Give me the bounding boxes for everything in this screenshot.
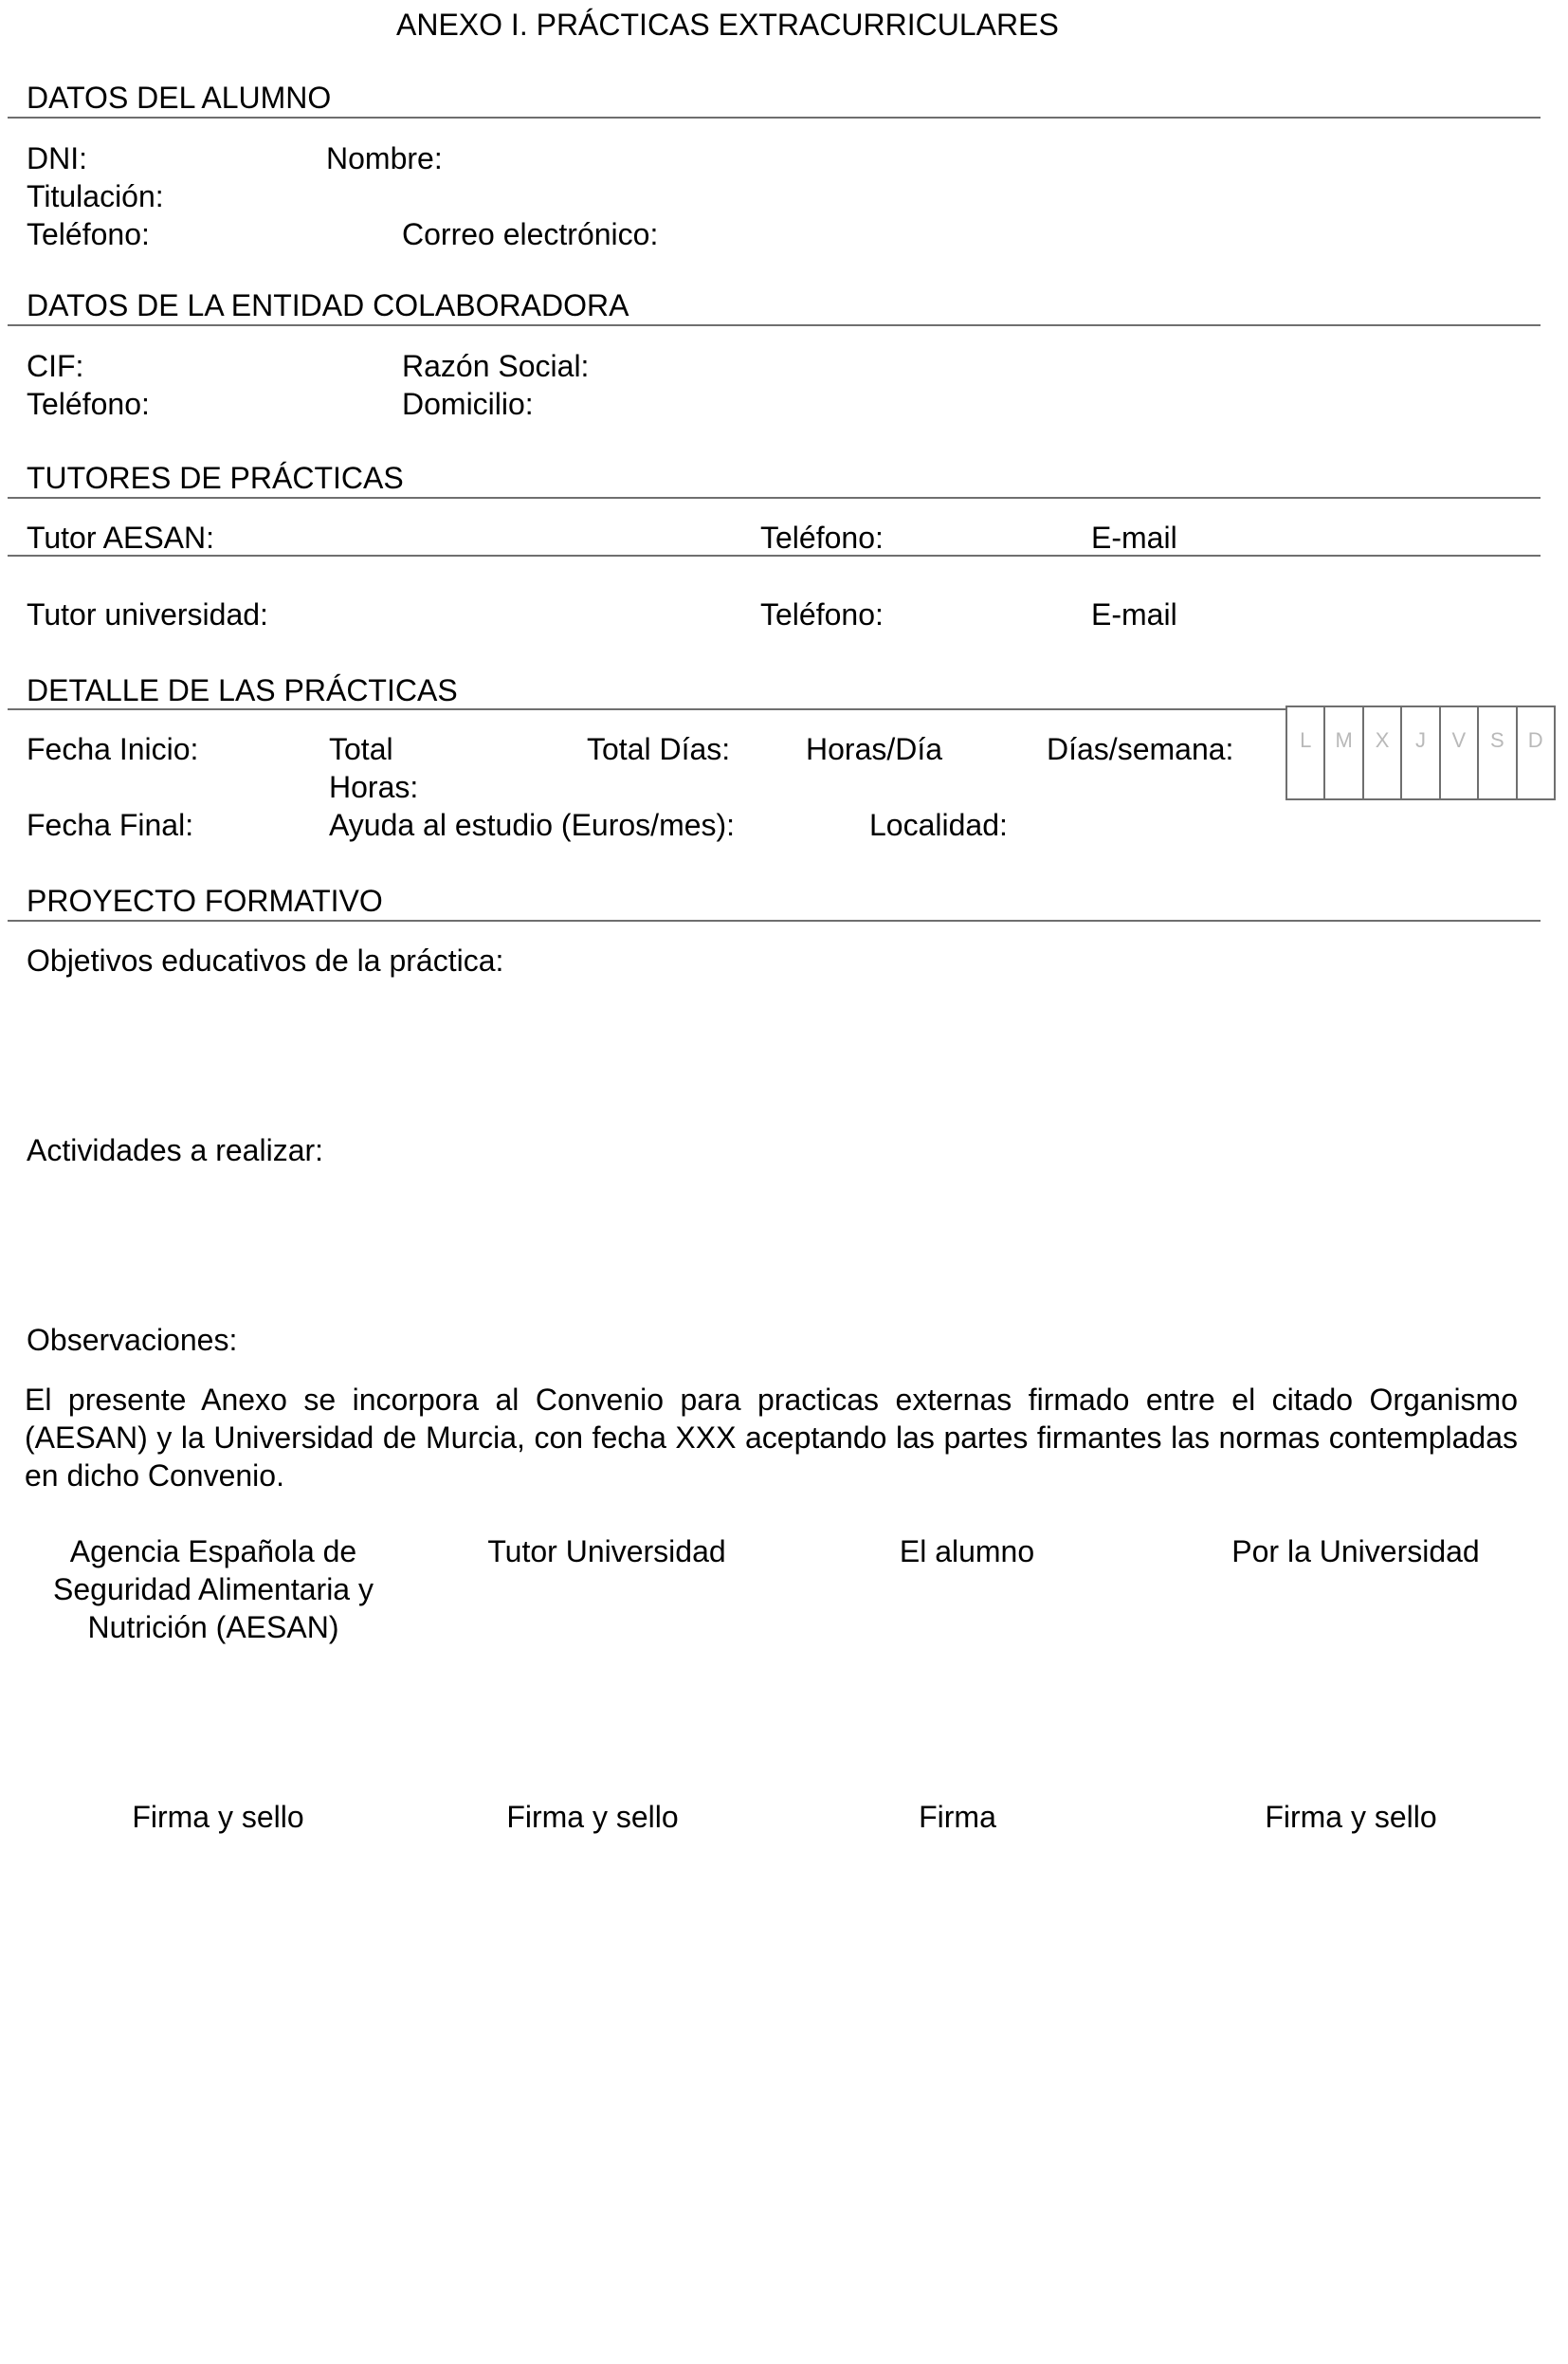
section-heading-tutores: TUTORES DE PRÁCTICAS [27, 461, 404, 495]
field-label-total-horas: Total [329, 732, 393, 766]
signature-title-line: Tutor Universidad [487, 1534, 726, 1568]
weekday-cell-l[interactable]: L [1300, 728, 1312, 752]
field-label-nombre: Nombre: [326, 141, 443, 175]
field-label-dni: DNI: [27, 141, 87, 175]
field-label-telefono-alumno: Teléfono: [27, 217, 150, 251]
field-label-dias-semana: Días/semana: [1047, 732, 1234, 766]
weekday-cell-j[interactable]: J [1400, 707, 1438, 798]
section-heading-detalle: DETALLE DE LAS PRÁCTICAS [27, 673, 458, 707]
weekday-cell-v[interactable]: V [1439, 707, 1477, 798]
section-divider [8, 497, 1541, 499]
field-label-telefono-tutor-aesan: Teléfono: [760, 521, 884, 555]
weekday-grid [1285, 706, 1556, 800]
page-title: ANEXO I. PRÁCTICAS EXTRACURRICULARES [396, 8, 1059, 42]
field-label-tutor-aesan: Tutor AESAN: [27, 521, 214, 555]
section-divider [8, 324, 1541, 326]
field-label-tutor-universidad: Tutor universidad: [27, 597, 268, 632]
signature-title-line: Nutrición (AESAN) [87, 1610, 339, 1644]
section-divider [8, 708, 1287, 710]
signature-block-alumno [834, 1532, 1100, 1570]
field-label-fecha-inicio: Fecha Inicio: [27, 732, 199, 766]
field-label-correo: Correo electrónico: [402, 217, 659, 251]
agreement-paragraph: El presente Anexo se incorpora al Convenio para practicas externas firmado entre el citado Organismo (AESAN) y la Universidad de Murcia, con fecha XXX aceptando las partes firmantes las normas contempladas en dicho Convenio. [25, 1383, 1518, 1493]
signature-caption-aesan: Firma y sello [132, 1800, 304, 1834]
section-divider [8, 920, 1541, 922]
weekday-cell-m[interactable]: M [1323, 707, 1361, 798]
field-label-domicilio: Domicilio: [402, 387, 534, 421]
section-heading-alumno: DATOS DEL ALUMNO [27, 81, 332, 115]
section-divider [8, 117, 1541, 119]
field-label-telefono-tutor-universidad: Teléfono: [760, 597, 884, 632]
field-label-fecha-final: Fecha Final: [27, 808, 194, 842]
field-label-email-tutor-aesan: E-mail [1091, 521, 1177, 555]
section-heading-proyecto: PROYECTO FORMATIVO [27, 884, 383, 918]
field-label-objetivos: Objetivos educativos de la práctica: [27, 944, 504, 978]
signature-block-aesan [28, 1532, 398, 1646]
signature-block-universidad [1194, 1532, 1517, 1570]
signature-title-line: Por la Universidad [1231, 1534, 1480, 1568]
field-label-actividades: Actividades a realizar: [27, 1133, 324, 1167]
section-heading-entidad: DATOS DE LA ENTIDAD COLABORADORA [27, 288, 629, 322]
field-label-cif: CIF: [27, 349, 84, 383]
field-label-observaciones: Observaciones: [27, 1323, 238, 1357]
row-divider [8, 555, 1541, 557]
weekday-cell-d[interactable]: D [1516, 707, 1554, 798]
field-label-total-horas-2: Horas: [329, 770, 419, 804]
signature-caption-universidad: Firma y sello [1265, 1800, 1437, 1834]
weekday-cell-s[interactable]: S [1477, 707, 1515, 798]
field-label-telefono-entidad: Teléfono: [27, 387, 150, 421]
signature-title-line: Seguridad Alimentaria y [53, 1572, 374, 1606]
field-label-email-tutor-universidad: E-mail [1091, 597, 1177, 632]
weekday-cell-x[interactable]: X [1362, 707, 1400, 798]
field-label-total-dias: Total Días: [587, 732, 731, 766]
signature-title-line: Agencia Española de [69, 1534, 357, 1568]
signature-title-line: El alumno [899, 1534, 1035, 1568]
field-label-horas-dia: Horas/Día [806, 732, 943, 766]
field-label-localidad: Localidad: [869, 808, 1008, 842]
signature-block-tutor-universidad [446, 1532, 768, 1570]
signature-caption-tutor-universidad: Firma y sello [506, 1800, 679, 1834]
signature-caption-alumno: Firma [919, 1800, 996, 1834]
field-label-razon-social: Razón Social: [402, 349, 590, 383]
field-label-ayuda: Ayuda al estudio (Euros/mes): [329, 808, 736, 842]
field-label-titulacion: Titulación: [27, 179, 164, 213]
